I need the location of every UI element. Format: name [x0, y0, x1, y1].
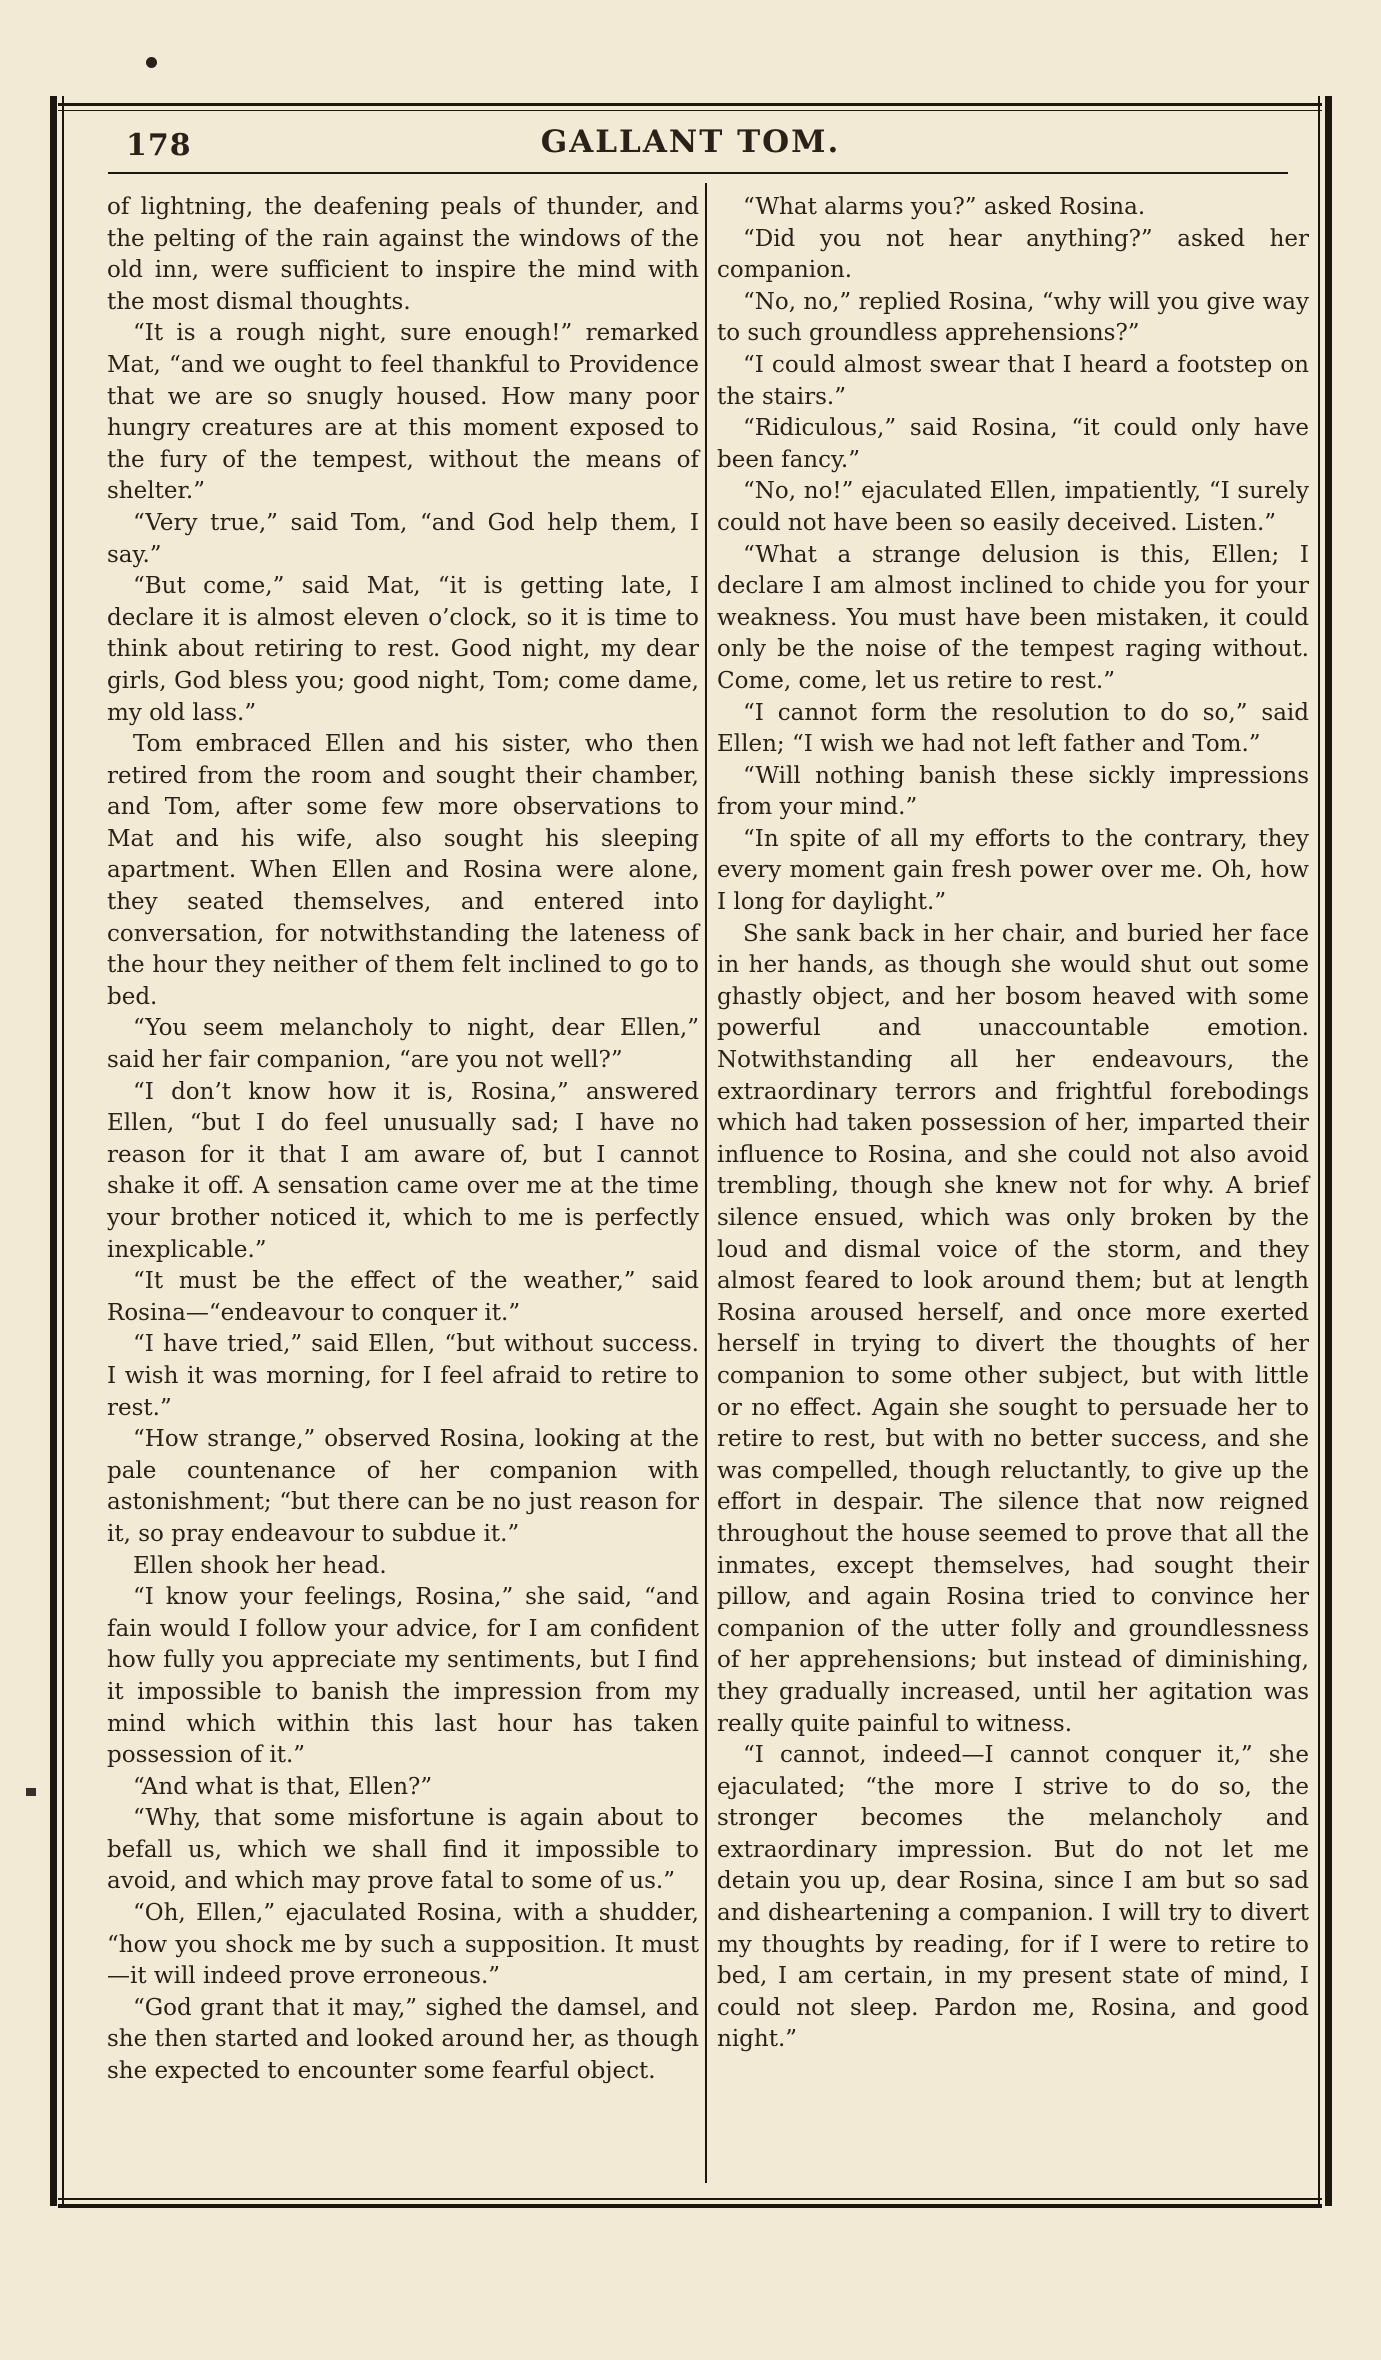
paragraph: Ellen shook her head. — [133, 1552, 387, 1579]
ink-spot — [146, 57, 157, 68]
paragraph: “I know your feelings, Rosina,” she said, “and fain would I follow your advice, for I am confident how fully you appreciate my sentiments, but I find it impossible to banish the impression from my mind which within this last hour has taken possession of it.” — [107, 1584, 699, 1769]
frame-left-inner-border — [62, 96, 64, 2206]
top-rule-thin — [58, 110, 1322, 111]
paragraph: Tom embraced Ellen and his sister, who then retired from the room and sought their chamber, and Tom, after some few more observations to Mat and his wife, also sought his sleeping apartment. When Ellen and Rosina were alone, they seated themselves, and entered into conversation, for notwithstanding the lateness of the hour they neither of them felt inclined to go to bed. — [107, 731, 699, 1010]
paragraph: “What alarms you?” asked Rosina. — [743, 194, 1146, 220]
paragraph: “It is a rough night, sure enough!” remarked Mat, “and we ought to feel thankful to Providence that we are so snugly housed. How many poor hungry creatures are at this moment exposed to the fury of the tempest, without the means of shelter.” — [107, 320, 699, 505]
top-rule — [58, 103, 1322, 106]
running-title: GALLANT TOM. — [540, 124, 841, 160]
paragraph: “How strange,” observed Rosina, looking at the pale countenance of her companion with astonishment; “but there can be no just reason for it, so pray endeavour to subdue it.” — [107, 1426, 699, 1547]
paragraph: “I could almost swear that I heard a footstep on the stairs.” — [717, 351, 1309, 410]
header-rule — [108, 172, 1288, 174]
paragraph: “I cannot, indeed—I cannot conquer it,” she ejaculated; “the more I strive to do so, the stronger becomes the melancholy and extraordinary impression. But do not let me detain you up, dear Rosina, since I am but so sad and disheartening a companion. I will try to divert my thoughts by reading, for if I were to retire to bed, I am certain, in my present state of mind, I could not sleep. Pardon me, Rosina, and good night.” — [717, 1742, 1309, 2053]
paragraph: “No, no,” replied Rosina, “why will you give way to such groundless apprehensions?” — [717, 288, 1309, 347]
frame-left-border — [50, 96, 57, 2206]
page-number: 178 — [126, 128, 192, 163]
paragraph: “Ridiculous,” said Rosina, “it could only have been fancy.” — [717, 415, 1309, 473]
frame-right-border — [1325, 96, 1332, 2206]
paragraph: “But come,” said Mat, “it is getting late, I declare it is almost eleven o’clock, so it is time to think about retiring to rest. Good night, my dear girls, God bless you; good night, Tom; come dame, my old lass.” — [107, 573, 699, 726]
paragraph: “Did you not hear anything?” asked her companion. — [717, 225, 1309, 284]
paragraph: “Why, that some misfortune is again about to befall us, which we shall find it impossible to avoid, and which may prove fatal to some of us.” — [107, 1805, 699, 1895]
paragraph: She sank back in her chair, and buried her face in her hands, as though she would shut out some ghastly object, and her bosom heaved with some powerful and unaccountable emotion. Notwithstanding all her endeavours, the extraordinary terrors and frightful forebodings which had taken possession of her, imparted their influence to Rosina, and she could not also avoid trembling, though she knew not for why. A brief silence ensued, which was only broken by the loud and dismal voice of the storm, and they almost feared to look around them; but at length Rosina aroused herself, and once more exerted herself in trying to divert the thoughts of her companion to some other subject, but with little or no effect. Again she sought to persuade her to retire to rest, but with no better success, and she was compelled, though reluctantly, to give up the effort in despair. The silence that now reigned throughout the house seemed to prove that all the inmates, except themselves, had sought their pillow, and again Rosina tried to convince her companion of the utter folly and groundlessness of her apprehensions; but instead of diminishing, they gradually increased, until her agitation was really quite painful to witness. — [717, 920, 1309, 1737]
paragraph: “Will nothing banish these sickly impressions from your mind.” — [717, 762, 1309, 821]
paragraph: “No, no!” ejaculated Ellen, impatiently, “I surely could not have been so easily deceived. Listen.” — [717, 478, 1309, 536]
paragraph: “What a strange delusion is this, Ellen; I declare I am almost inclined to chide you for your weakness. You must have been mistaken, it could only be the noise of the tempest raging without. Come, come, let us retire to rest.” — [717, 541, 1309, 694]
paragraph: of lightning, the deafening peals of thunder, and the pelting of the rain against the windows of the old inn, were sufficient to inspire the mind with the most dismal thoughts. — [107, 194, 699, 315]
paragraph: “It must be the effect of the weather,” said Rosina—“endeavour to conquer it.” — [107, 1268, 699, 1326]
bottom-rule-thin — [58, 2198, 1322, 2200]
margin-mark — [26, 1788, 36, 1796]
paragraph: “In spite of all my efforts to the contrary, they every moment gain fresh power over me. Oh, how I long for daylight.” — [717, 825, 1309, 916]
paragraph: “Oh, Ellen,” ejaculated Rosina, with a shudder, “how you shock me by such a supposition. It must—it will indeed prove erroneous.” — [107, 1900, 699, 1990]
paragraph: “You seem melancholy to night, dear Ellen,” said her fair companion, “are you not well?” — [107, 1015, 699, 1074]
paragraph: “God grant that it may,” sighed the damsel, and she then started and looked around her, as though she expected to encounter some fearful object. — [107, 1994, 699, 2085]
left-column — [107, 192, 699, 2088]
paragraph: “I cannot form the resolution to do so,” said Ellen; “I wish we had not left father and Tom.” — [717, 699, 1309, 758]
paragraph: “And what is that, Ellen?” — [133, 1773, 433, 1800]
frame-right-inner-border — [1318, 96, 1320, 2206]
paragraph: “I have tried,” said Ellen, “but without success. I wish it was morning, for I feel afraid to retire to rest.” — [107, 1331, 699, 1421]
column-divider — [705, 183, 707, 2183]
bottom-rule — [58, 2204, 1322, 2208]
right-column — [717, 192, 1309, 2056]
paragraph: “I don’t know how it is, Rosina,” answered Ellen, “but I do feel unusually sad; I have no reason for it that I am aware of, but I cannot shake it off. A sensation came over me at the time your brother noticed it, which to me is perfectly inexplicable.” — [107, 1078, 699, 1263]
paragraph: “Very true,” said Tom, “and God help them, I say.” — [107, 509, 699, 568]
